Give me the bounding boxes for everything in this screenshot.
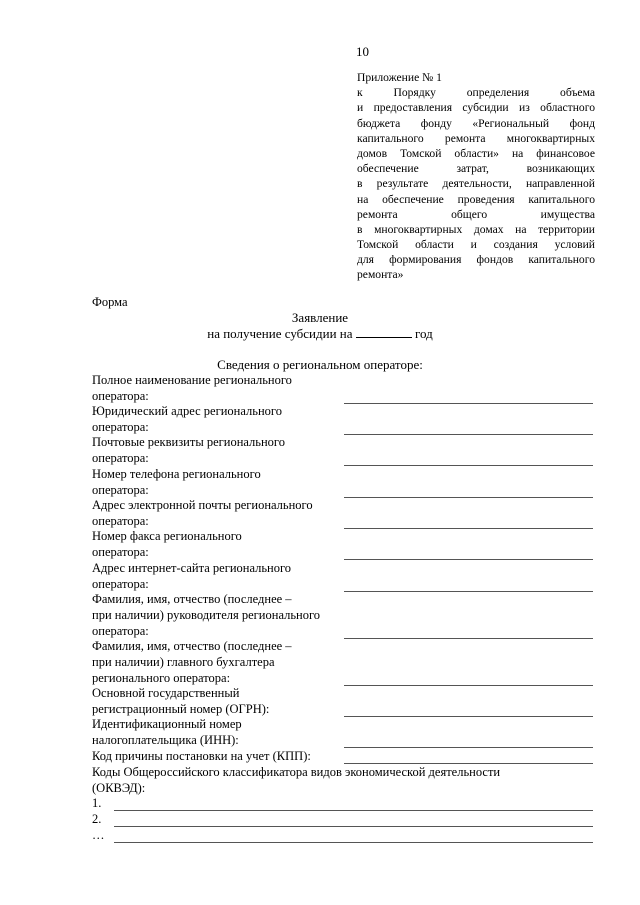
annex-line: ремонта общего имущества	[357, 207, 595, 221]
fill-line[interactable]	[344, 747, 593, 748]
field-label-line: Фамилия, имя, отчество (последнее –	[92, 639, 292, 653]
field-label-line: Основной государственный	[92, 686, 240, 700]
field-label-line: оператора:	[92, 545, 149, 559]
field-label-line: оператора:	[92, 577, 149, 591]
field-label-line: Полное наименование регионального	[92, 373, 292, 387]
annex-line: обеспечение затрат, возникающих	[357, 162, 595, 176]
annex-line: в результате деятельности, направленной	[357, 177, 595, 191]
field-label-line: регистрационный номер (ОГРН):	[92, 702, 270, 716]
okved-item-number: 1.	[92, 796, 102, 810]
okved-fill-line[interactable]	[114, 826, 593, 827]
fill-line[interactable]	[344, 685, 593, 686]
document-title: Заявление	[291, 310, 349, 325]
field-label-line: Номер телефона регионального	[92, 467, 261, 481]
field-label-line: Код причины постановки на учет (КПП):	[92, 749, 311, 763]
fill-line[interactable]	[344, 528, 593, 529]
annex-line: на обеспечение проведения капитального	[357, 192, 595, 206]
subtitle-suffix: год	[415, 326, 433, 341]
subtitle-prefix: на получение субсидии на	[207, 326, 353, 341]
field-label-line: Почтовые реквизиты регионального	[92, 435, 285, 449]
field-label-line: оператора:	[92, 514, 149, 528]
page-number: 10	[356, 44, 369, 59]
field-label-line: оператора:	[92, 451, 149, 465]
annex-line: Приложение № 1	[357, 71, 442, 84]
fill-line[interactable]	[344, 465, 593, 466]
okved-item-number: 2.	[92, 812, 102, 826]
fill-line[interactable]	[344, 434, 593, 435]
field-label-line: Фамилия, имя, отчество (последнее –	[92, 592, 292, 606]
field-label-line: регионального оператора:	[92, 671, 231, 685]
fill-line[interactable]	[344, 763, 593, 764]
okved-item-number: …	[92, 828, 105, 842]
document-subtitle	[0, 326, 640, 342]
field-label-line: налогоплательщика (ИНН):	[92, 733, 239, 747]
field-label-line: оператора:	[92, 483, 149, 497]
annex-line: ремонта»	[357, 268, 404, 282]
annex-line: в многоквартирных домах на территории	[357, 222, 595, 236]
fill-line[interactable]	[344, 716, 593, 717]
field-label-line: при наличии) руководителя регионального	[92, 608, 321, 622]
field-label-line: Адрес интернет-сайта регионального	[92, 561, 292, 575]
field-label-line: при наличии) главного бухгалтера	[92, 655, 275, 669]
annex-line: и предоставления субсидии из областного	[357, 101, 595, 115]
okved-label-line: (ОКВЭД):	[92, 781, 146, 795]
field-label-line: Идентификационный номер	[92, 717, 242, 731]
annex-line: к Порядку определения объема	[357, 86, 595, 100]
fill-line[interactable]	[344, 559, 593, 560]
annex-line: бюджета фонду «Региональный фонд	[357, 116, 595, 130]
year-blank[interactable]	[356, 326, 412, 338]
annex-reference-block	[357, 70, 595, 283]
field-label-line: оператора:	[92, 389, 149, 403]
fill-line[interactable]	[344, 403, 593, 404]
annex-line: Томской области и создания условий	[357, 238, 595, 252]
field-label-line: Номер факса регионального	[92, 529, 242, 543]
okved-fill-line[interactable]	[114, 842, 593, 843]
annex-line: для формирования фондов капитального	[357, 253, 595, 267]
field-label-line: Юридический адрес регионального	[92, 404, 282, 418]
section-heading: Сведения о региональном операторе:	[217, 357, 423, 372]
field-label-line: оператора:	[92, 420, 149, 434]
fill-line[interactable]	[344, 591, 593, 592]
annex-line: капитального ремонта многоквартирных	[357, 131, 595, 145]
okved-fill-line[interactable]	[114, 810, 593, 811]
okved-label-line: Коды Общероссийского классификатора видов экономической деятельности	[92, 765, 501, 779]
annex-line: домов Томской области» на финансовое	[357, 146, 595, 160]
form-label: Форма	[92, 295, 128, 309]
field-label-line: Адрес электронной почты регионального	[92, 498, 313, 512]
field-label-line: оператора:	[92, 624, 149, 638]
fill-line[interactable]	[344, 638, 593, 639]
fill-line[interactable]	[344, 497, 593, 498]
